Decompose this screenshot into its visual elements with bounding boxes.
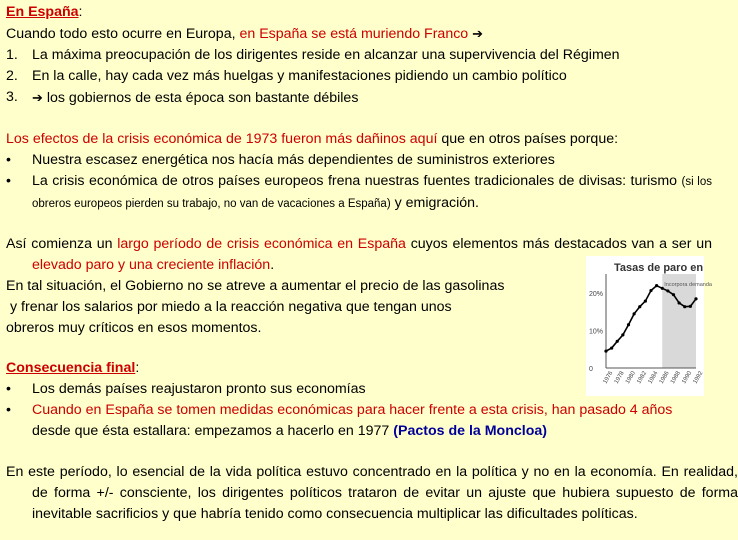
x-tick-label: 1980 [625, 370, 637, 385]
para-highlight: elevado paro y una creciente inflación [32, 257, 271, 273]
bullet-text: La crisis económica de otros países europeos frena nuestras fuentes tradicionales de divisas: turismo [32, 173, 678, 189]
data-point [666, 289, 669, 292]
lead-highlight: Los efectos de la crisis económica de 1973 fueron más dañinos aquí [6, 131, 438, 147]
colon: : [135, 360, 140, 376]
data-point [604, 349, 607, 352]
y-tick-label: 0 [589, 366, 593, 373]
para-text: Así comienza un [6, 236, 113, 252]
bullet-icon: • [6, 173, 11, 189]
intro-text: Cuando todo esto ocurre en Europa, [6, 26, 236, 42]
section-title-line [6, 2, 712, 23]
bullet-item [6, 400, 712, 442]
lead-text: que en otros países porque: [441, 131, 619, 147]
data-point [689, 305, 692, 308]
section-title-line [6, 358, 712, 379]
data-point [621, 333, 624, 336]
data-point [644, 299, 647, 302]
bullet-text: Nuestra escasez energética nos hacía más dependientes de suministros exteriores [32, 152, 555, 168]
x-tick-label: 1978 [613, 370, 626, 385]
x-tick-label: 1984 [647, 370, 660, 385]
bullet-item [6, 379, 712, 400]
bullet-highlight: Cuando en España se tomen medidas económicas para hacer frente a esta crisis, han pasado 4 años [32, 402, 673, 418]
x-tick-label: 1976 [602, 370, 615, 385]
section-title: Consecuencia final [6, 360, 136, 376]
item-number: 2. [6, 68, 18, 84]
chart-annotation: Incorpora demanda [664, 282, 712, 288]
arrow-icon: ➔ [32, 90, 43, 105]
paragraph-government-line: En tal situación, el Gobierno no se atreve a aumentar el precio de las gasolinas [6, 278, 505, 294]
list-item [6, 87, 712, 109]
data-point [683, 305, 686, 308]
x-tick-label: 1982 [636, 370, 649, 385]
data-point [627, 323, 630, 326]
colon: : [78, 4, 83, 20]
data-point [610, 346, 613, 349]
chart-title: Tasas de paro en [614, 262, 704, 274]
lead-line [6, 129, 712, 150]
section-title: En España [6, 4, 79, 20]
section-political-period: En este período, lo esencial de la vida política estuvo concentrado en la política y no en la economía. En realidad, de forma +/- consciente, los dirigentes políticos trataron de evitar un ajuste que hubiera supuesto de forma inevitable sacrificios y que habría tenido como consecuencia multiplicar las dificultades políticas. [6, 464, 738, 522]
paragraph-government-line: y frenar los salarios por miedo a la reacción negativa que tengan unos [10, 299, 452, 315]
para-period: . [270, 257, 275, 273]
item-text: En la calle, hay cada vez más huelgas y manifestaciones pidiendo un cambio político [32, 68, 567, 84]
y-tick-label: 20% [589, 290, 604, 298]
x-tick-label: 1992 [692, 370, 705, 385]
bullet-item [6, 150, 712, 171]
item-number: 1. [6, 47, 18, 63]
bullet-text-end: y emigración. [394, 195, 479, 211]
x-tick-label: 1990 [681, 370, 694, 385]
arrow-icon: ➔ [472, 26, 484, 41]
data-point [678, 301, 681, 304]
list-item [6, 66, 712, 87]
bullet-item [6, 171, 712, 215]
list-item [6, 45, 712, 66]
item-text: los gobiernos de esta época son bastante débiles [46, 90, 359, 106]
para-text: cuyos elementos más destacados van a ser un [410, 236, 712, 252]
data-point [672, 293, 675, 296]
bullet-icon: • [6, 152, 11, 168]
paragraph-government-line: obreros muy críticos en esos momentos. [6, 320, 262, 336]
bullet-note: (si los obreros europeos pierden su trabajo, no van de vacaciones a España) [32, 176, 712, 210]
data-point [633, 312, 636, 315]
bullet-text: Los demás países reajustaron pronto sus economías [32, 381, 366, 397]
bullet-text: desde que ésta estallara: empezamos a hacerlo en 1977 [32, 423, 390, 439]
section-consequence [6, 358, 712, 442]
chart-shade [662, 274, 696, 368]
para-highlight: largo período de crisis económica en España [117, 236, 406, 252]
item-number: 3. [6, 89, 18, 105]
pactos-moncloa: (Pactos de la Moncloa) [393, 423, 547, 439]
bullet-icon: • [6, 381, 11, 397]
intro-line [6, 23, 712, 45]
data-point [694, 297, 697, 300]
x-tick-label: 1988 [670, 370, 682, 385]
item-text: La máxima preocupación de los dirigentes reside en alcanzar una supervivencia del Régimen [32, 47, 620, 63]
y-tick-label: 10% [589, 328, 604, 336]
data-point [661, 287, 664, 290]
section-crisis-effects [6, 129, 712, 215]
data-point [638, 305, 641, 308]
section-espana [6, 2, 712, 109]
data-point [649, 289, 652, 292]
data-point [655, 284, 658, 287]
bullet-icon: • [6, 402, 11, 418]
x-tick-label: 1986 [658, 370, 671, 385]
data-point [616, 340, 619, 343]
intro-highlight: en España se está muriendo Franco [239, 26, 469, 42]
